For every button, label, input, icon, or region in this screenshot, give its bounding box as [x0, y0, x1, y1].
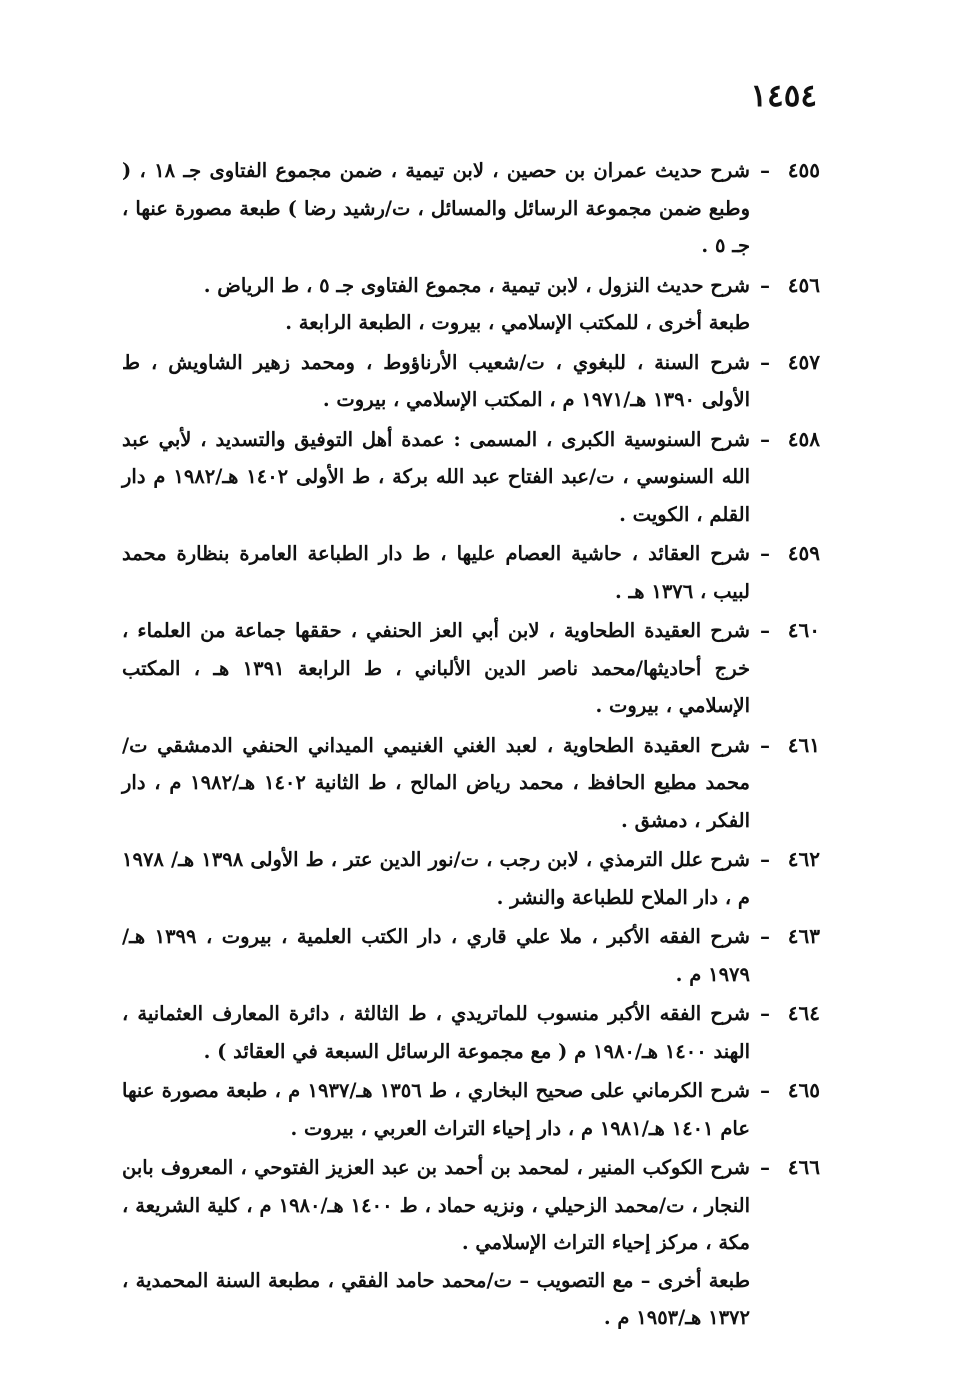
entry-number: ٤٥٨	[787, 426, 820, 451]
entry-dash: –	[760, 541, 770, 565]
entry-text	[122, 841, 750, 916]
entry-text	[122, 152, 750, 265]
entry-text	[122, 612, 750, 725]
bibliography-entry	[122, 612, 820, 725]
entry-main-text: شرح الكوكب المنير ، لمحمد بن أحمد بن عبد العزيز الفتوحي ، المعروف بابن النجار ، ت/محمد الزحيلي ، ونزيه حماد ، ط ١٤٠٠ هـ/١٩٨٠ م ، كلية الشريعة ، مكة ، مركز إحياء التراث الإسلامي .	[122, 1156, 750, 1254]
entry-text	[122, 727, 750, 840]
bibliography-entry	[122, 1149, 820, 1337]
entry-main-text: شرح السنة ، للبغوي ، ت/شعيب الأرناؤوط ، ومحمد زهير الشاويش ، ط الأولى ١٣٩٠ هـ/١٩٧١ م ، المكتب الإسلامي ، بيروت .	[122, 350, 750, 411]
entry-main-text: شرح العقائد ، حاشية العصام عليها ، ط دار الطباعة العامرة بنظارة محمد لبيب ، ١٣٧٦ هـ .	[122, 542, 750, 603]
entry-main-text: شرح السنوسية الكبرى ، المسمى : عمدة أهل التوفيق والتسديد ، لأبي عبد الله السنوسي ، ت/عبد الفتاح عبد الله بركة ، ط الأولى ١٤٠٢ هـ/١٩٨٢ م دار القلم ، الكويت .	[122, 427, 750, 526]
entry-number: ٤٦٥	[787, 1078, 820, 1102]
entry-text	[122, 535, 750, 610]
entry-text	[122, 1149, 750, 1337]
bibliography-entry	[122, 535, 820, 610]
entry-number: ٤٦٢	[787, 847, 820, 871]
entry-number: ٤٥٧	[787, 349, 820, 374]
entry-number: ٤٦٦	[787, 1155, 820, 1179]
entry-number: ٤٥٥	[787, 158, 820, 182]
entry-dash: –	[760, 426, 770, 451]
entry-extra-text: طبعة أخرى – مع التصويب – ت/محمد حامد الفقي ، مطبعة السنة المحمدية ، ١٣٧٢ هـ/١٩٥٣ م .	[122, 1268, 750, 1329]
bibliography-list	[122, 152, 820, 1339]
bibliography-entry	[122, 918, 820, 993]
entry-text	[122, 995, 750, 1070]
entry-text	[122, 267, 750, 342]
page-number: ١٤٥٤	[750, 78, 817, 114]
entry-dash: –	[760, 349, 770, 374]
entry-main-text: شرح الفقه الأكبر منسوب للماتريدي ، ط الثالثة ، دائرة المعارف العثمانية ، الهند ١٤٠٠ هـ/١٩٨٠ م ( مع مجموعة الرسائل السبعة في العقائد ) .	[122, 1002, 750, 1063]
bibliography-entry	[122, 344, 820, 419]
entry-number: ٤٥٩	[787, 541, 820, 565]
entry-number: ٤٥٦	[787, 272, 820, 297]
entry-main-text: شرح العقيدة الطحاوية ، لعبد الغني الغنيمي الميداني الحنفي الدمشقي ت/محمد مطيع الحافظ ، محمد رياض المالح ، ط الثانية ١٤٠٢ هـ/١٩٨٢ م ، دار الفكر ، دمشق .	[122, 733, 750, 832]
entry-text	[122, 918, 750, 993]
entry-dash: –	[760, 1001, 770, 1025]
entry-number: ٤٦٣	[787, 924, 820, 948]
entry-main-text: شرح العقيدة الطحاوية ، لابن أبي العز الحنفي ، حققها جماعة من العلماء ، خرج أحاديثها/محمد ناصر الدين الألباني ، ط الرابعة ١٣٩١ هـ ، المكتب الإسلامي ، بيروت .	[122, 619, 751, 717]
entry-number: ٤٦٠	[787, 618, 820, 642]
bibliography-entry	[122, 727, 820, 840]
entry-dash: –	[760, 847, 770, 871]
entry-dash: –	[760, 1155, 770, 1179]
bibliography-entry	[122, 267, 820, 342]
entry-number: ٤٦١	[787, 732, 820, 757]
bibliography-entry	[122, 152, 820, 265]
entry-dash: –	[760, 1078, 770, 1102]
entry-main-text: شرح حديث عمران بن حصين ، لابن تيمية ، ضمن مجموع الفتاوى جـ ١٨ ، ( وطبع ضمن مجموعة الرسائل والمسائل ، ت/رشيد رضا ) طبعة مصورة عنها ، جـ ٥ .	[122, 159, 750, 257]
entry-dash: –	[760, 272, 770, 297]
entry-dash: –	[760, 158, 770, 182]
entry-dash: –	[760, 732, 770, 757]
entry-text	[122, 421, 750, 534]
entry-extra-text: طبعة أخرى ، للمكتب الإسلامي ، بيروت ، الطبعة الرابعة .	[285, 311, 750, 334]
entry-main-text: شرح الفقه الأكبر ، ملا علي قاري ، دار الكتب العلمية ، بيروت ، ١٣٩٩ هـ/ ١٩٧٩ م .	[122, 925, 750, 986]
bibliography-entry	[122, 421, 820, 534]
entry-main-text: شرح علل الترمذي ، لابن رجب ، ت/نور الدين عتر ، ط الأولى ١٣٩٨ هـ/ ١٩٧٨ م ، دار الملاح للطباعة والنشر .	[122, 848, 750, 909]
bibliography-entry	[122, 1072, 820, 1147]
bibliography-entry	[122, 995, 820, 1070]
entry-text	[122, 1072, 750, 1147]
entry-main-text: شرح الكرماني على صحيح البخاري ، ط ١٣٥٦ هـ/١٩٣٧ م ، طبعة مصورة عنها عام ١٤٠١ هـ/١٩٨١ م ، دار إحياء التراث العربي ، بيروت .	[122, 1079, 750, 1140]
bibliography-entry	[122, 841, 820, 916]
entry-dash: –	[760, 618, 770, 642]
entry-number: ٤٦٤	[787, 1001, 820, 1025]
entry-dash: –	[760, 924, 770, 948]
entry-main-text: شرح حديث النزول ، لابن تيمية ، مجموع الفتاوى جـ ٥ ، ط الرياض .	[203, 273, 750, 297]
entry-text	[122, 344, 750, 419]
